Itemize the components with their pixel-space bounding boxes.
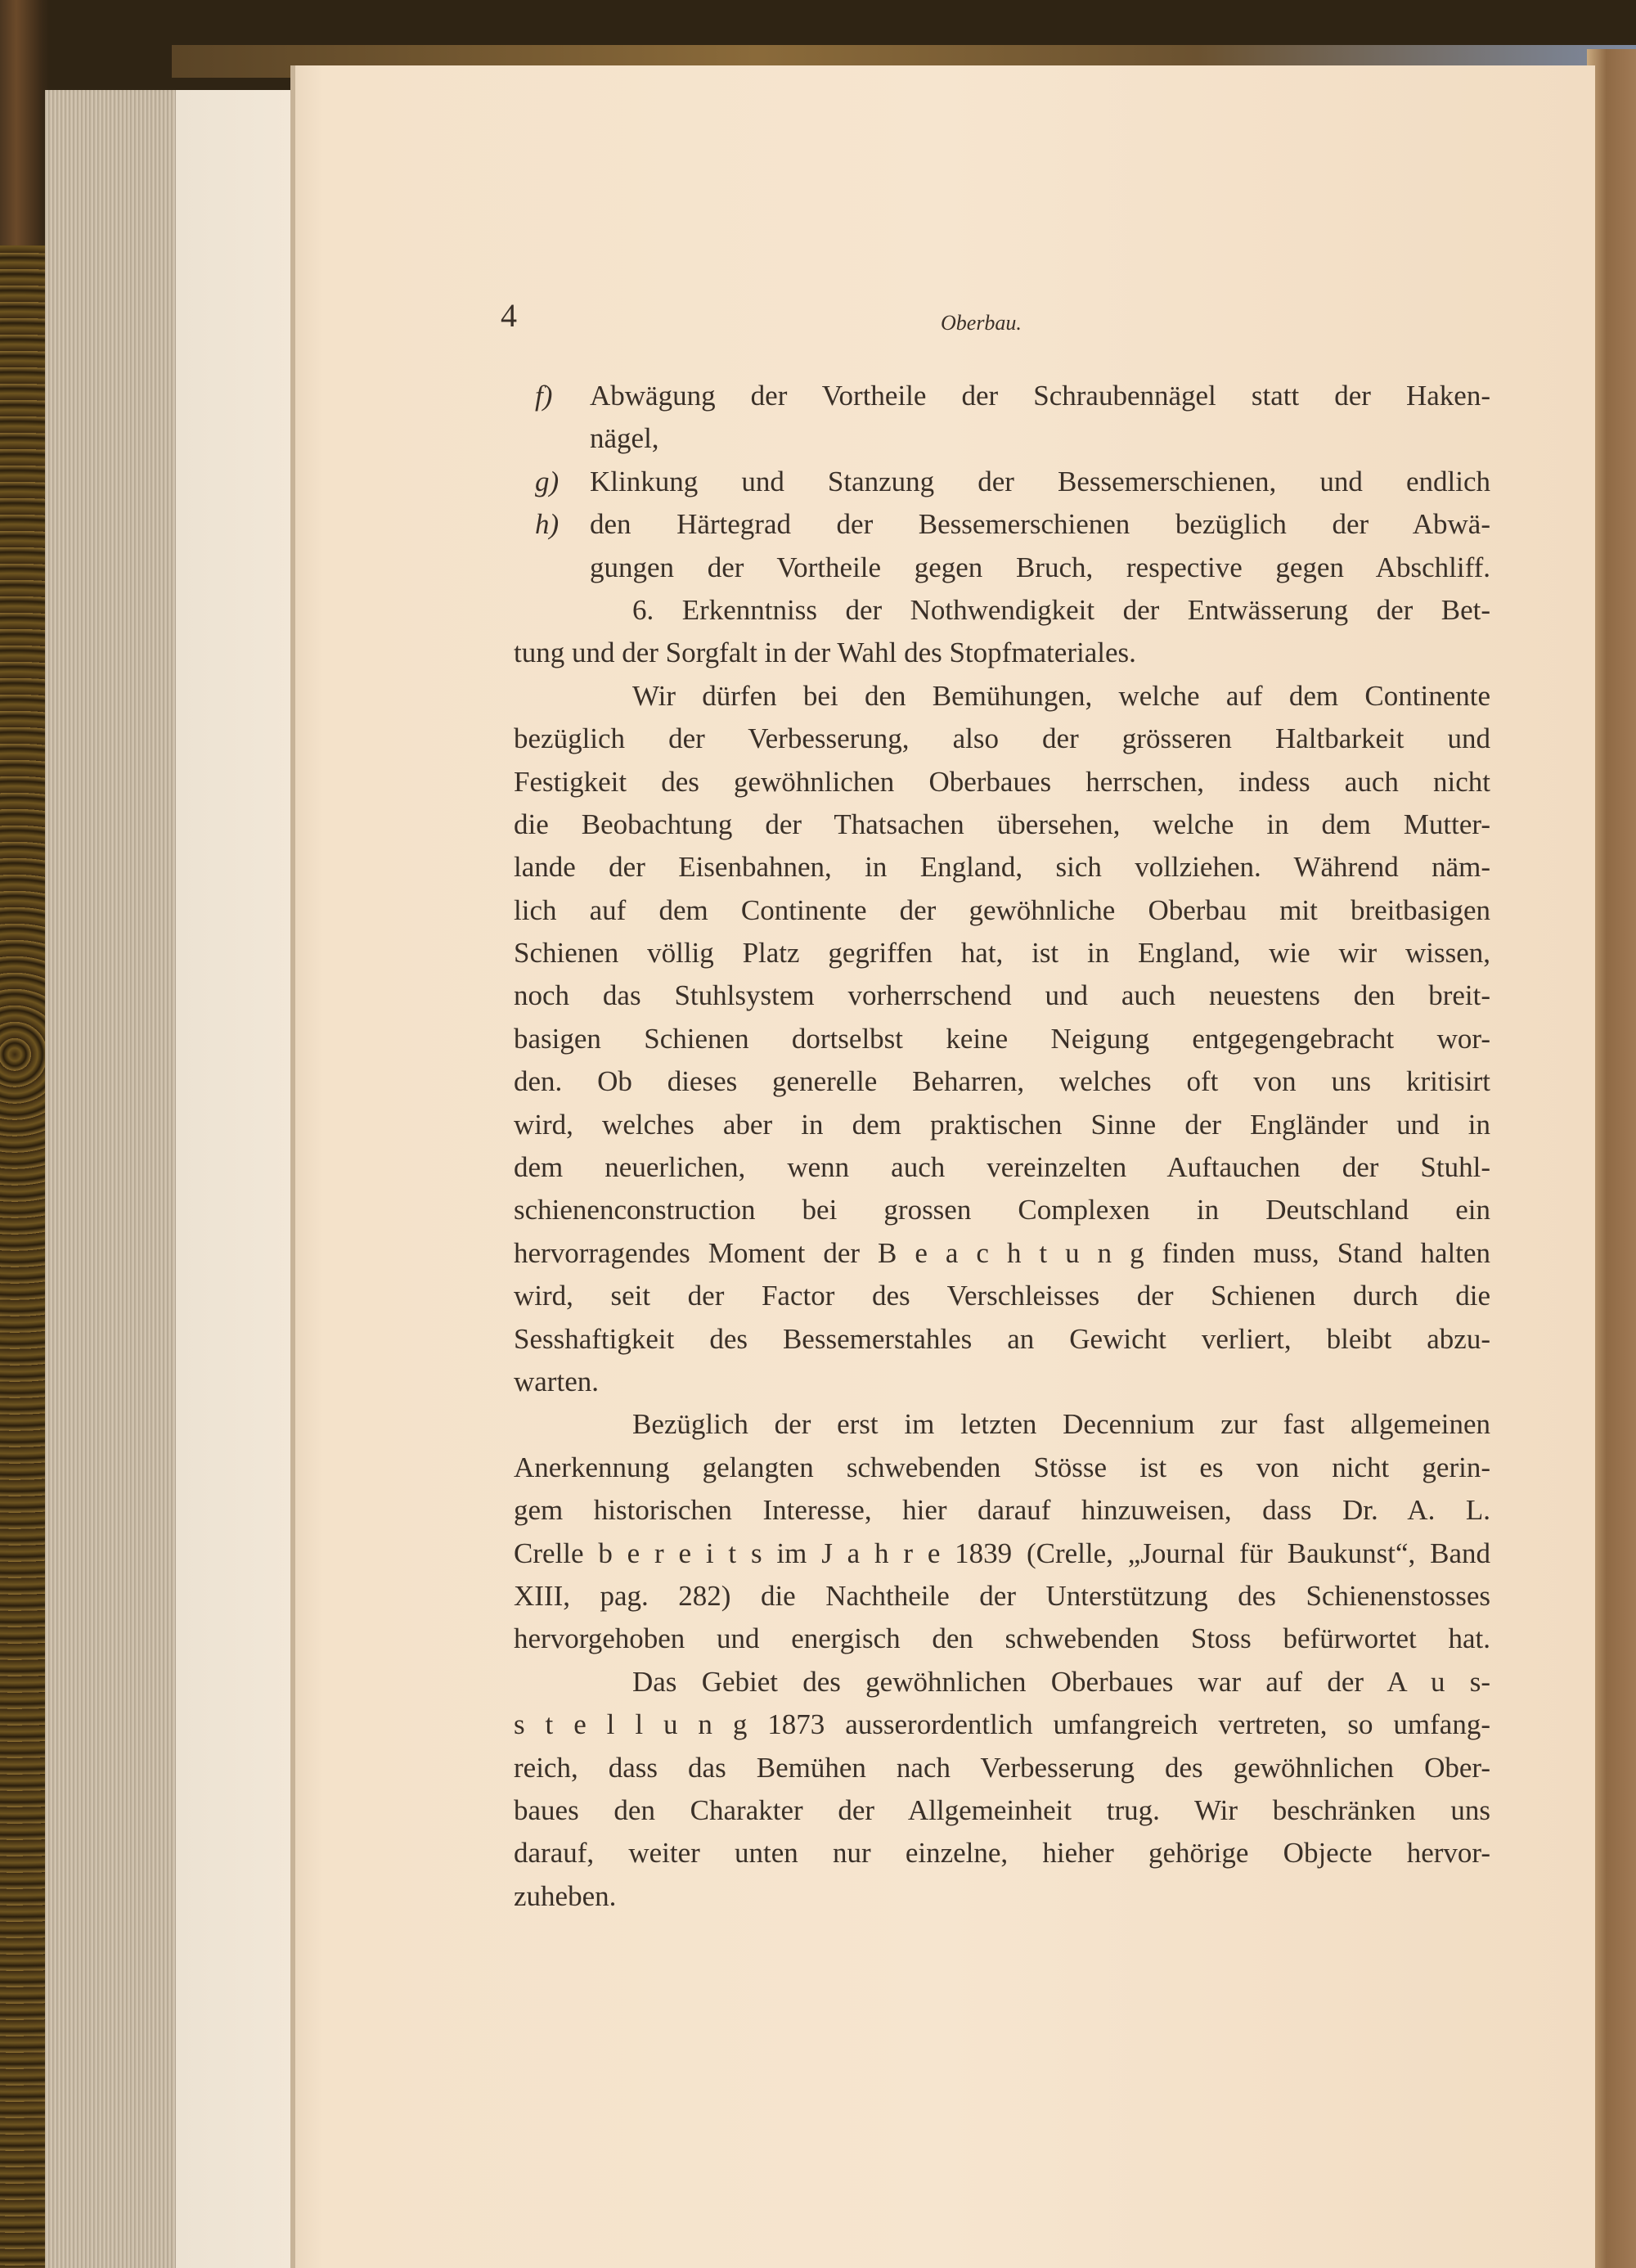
text-line: Schienen völlig Platz gegriffen hat, ist in England, wie wir wissen, xyxy=(514,937,1490,970)
text-line: tung und der Sorgfalt in der Wahl des Stopfmateriales. xyxy=(514,637,1136,669)
text-line: noch das Stuhlsystem vorherrschend und auch neuestens den breit- xyxy=(514,979,1490,1012)
body-text xyxy=(514,375,1490,1918)
text-line: baues den Charakter der Allgemeinheit trug. Wir beschränken uns xyxy=(514,1793,1490,1826)
text-line: schienenconstruction bei grossen Complexen in Deutschland ein xyxy=(514,1194,1490,1226)
list-item-g xyxy=(514,461,1490,503)
text-line: Klinkung und Stanzung der Bessemerschienen, und endlich xyxy=(590,465,1490,497)
text-line: hervorgehoben und energisch den schwebenden Stoss befürwortet hat. xyxy=(514,1622,1490,1655)
page-gutter xyxy=(290,65,295,2268)
list-item-h xyxy=(514,503,1490,546)
text-line: Bezüglich der erst im letzten Decennium zur fast allgemeinen xyxy=(632,1408,1490,1441)
text-line: wird, seit der Factor des Verschleisses der Schienen durch die xyxy=(514,1280,1490,1312)
text-line: nägel, xyxy=(590,422,659,455)
text-line: Das Gebiet des gewöhnlichen Oberbaues war auf der A u s- xyxy=(632,1665,1490,1698)
text-line: hervorragendes Moment der B e a c h t u n g finden muss, Stand halten xyxy=(514,1236,1490,1269)
text-line: 6. Erkenntniss der Nothwendigkeit der Entwässerung der Bet- xyxy=(632,593,1490,626)
item-label: h) xyxy=(535,508,560,541)
text-line: Anerkennung gelangten schwebenden Stösse ist es von nicht gerin- xyxy=(514,1451,1490,1483)
text-line: dem neuerlichen, wenn auch vereinzelten Auftauchen der Stuhl- xyxy=(514,1151,1490,1184)
text-line: den. Ob dieses generelle Beharren, welches oft von uns kritisirt xyxy=(514,1065,1490,1098)
text-line: bezüglich der Verbesserung, also der grösseren Haltbarkeit und xyxy=(514,722,1490,755)
text-line: gungen der Vortheile gegen Bruch, respective gegen Abschliff. xyxy=(590,551,1490,583)
text-line: Festigkeit des gewöhnlichen Oberbaues herrschen, indess auch nicht xyxy=(514,765,1490,798)
page-edge-inner xyxy=(176,90,290,2268)
text-line: die Beobachtung der Thatsachen übersehen, welche in dem Mutter- xyxy=(514,808,1490,840)
marbled-cover xyxy=(0,245,49,2268)
text-line: gem historischen Interesse, hier darauf hinzuweisen, dass Dr. A. L. xyxy=(514,1494,1490,1527)
text-line: darauf, weiter unten nur einzelne, hieher gehörige Objecte hervor- xyxy=(514,1837,1490,1870)
text-line: reich, dass das Bemühen nach Verbesserung des gewöhnlichen Ober- xyxy=(514,1751,1490,1784)
text-line: den Härtegrad der Bessemerschienen bezüglich der Abwä- xyxy=(590,508,1490,541)
text-line: wird, welches aber in dem praktischen Sinne der Engländer und in xyxy=(514,1108,1490,1141)
text-line: Crelle b e r e i t s im J a h r e 1839 (Crelle, „Journal für Baukunst“, Band xyxy=(514,1537,1490,1569)
list-item-f xyxy=(514,375,1490,417)
text-line: warten. xyxy=(514,1365,599,1397)
text-line: Abwägung der Vortheile der Schraubennägel statt der Haken- xyxy=(590,380,1490,412)
text-line: zuheben. xyxy=(514,1879,617,1912)
text-line: Sesshaftigkeit des Bessemerstahles an Gewicht verliert, bleibt abzu- xyxy=(514,1322,1490,1355)
text-line: s t e l l u n g 1873 ausserordentlich umfangreich vertreten, so umfang- xyxy=(514,1708,1490,1741)
text-line: lich auf dem Continente der gewöhnliche Oberbau mit breitbasigen xyxy=(514,893,1490,926)
text-line: Wir dürfen bei den Bemühungen, welche auf dem Continente xyxy=(632,679,1490,712)
running-head: Oberbau. xyxy=(941,311,1022,335)
text-line: lande der Eisenbahnen, in England, sich vollziehen. Während näm- xyxy=(514,851,1490,884)
page-number: 4 xyxy=(501,297,517,334)
item-label: f) xyxy=(535,380,553,412)
item-label: g) xyxy=(535,465,560,497)
text-line: basigen Schienen dortselbst keine Neigung entgegengebracht wor- xyxy=(514,1022,1490,1055)
text-line: XIII, pag. 282) die Nachtheile der Unterstützung des Schienenstosses xyxy=(514,1579,1490,1612)
